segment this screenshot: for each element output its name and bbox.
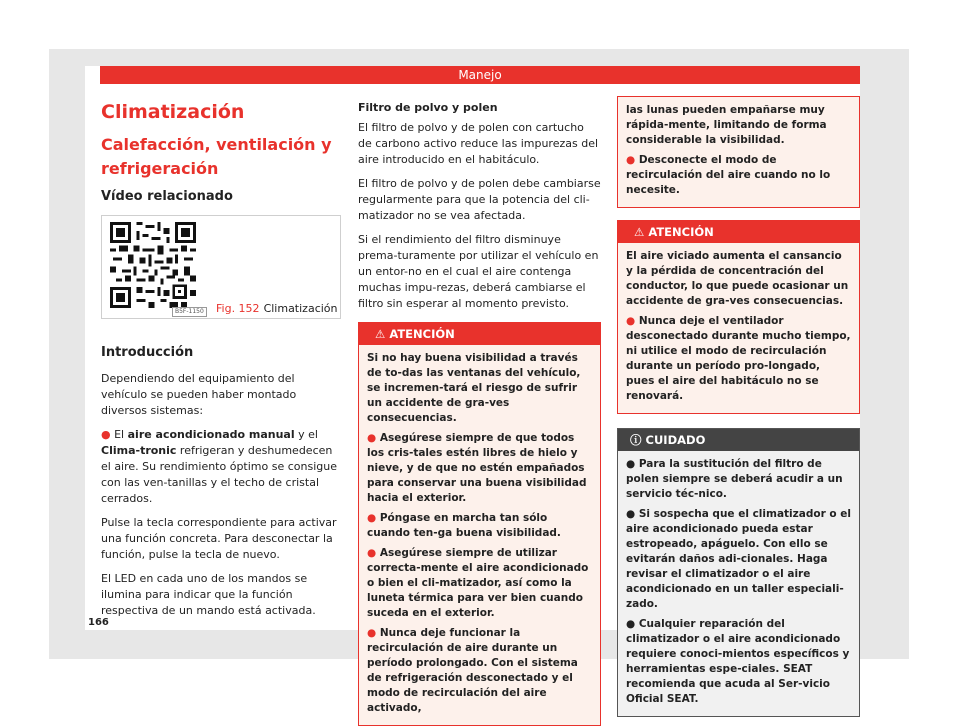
column-3	[617, 100, 860, 717]
warning-item	[626, 314, 851, 404]
care-item	[626, 457, 851, 502]
warning-item-text: Asegúrese siempre de utilizar correcta-mente el aire acondicionado o bien el cli-matizador, así como la luneta térmica para ver bien cuando suceda en el exterior.	[367, 547, 589, 619]
section-header: Manejo	[100, 66, 860, 84]
bullet-icon: ●	[626, 315, 639, 327]
page-title: Climatización	[101, 101, 245, 123]
warning-continuation-item	[626, 153, 851, 198]
care-title: CUIDADO	[645, 433, 706, 447]
intro-paragraph-3: El LED en cada uno de los mandos se ilumina para indicar que la función respectiva de un mando está activada.	[101, 572, 316, 617]
warning-title: ATENCIÓN	[389, 327, 455, 341]
filter-paragraph-3: Si el rendimiento del filtro disminuye prema-turamente por utilizar el vehículo en un entor-no en el cual el aire contenga muchas impu-rezas, deberá cambiarse el filtro sin esperar al momento previsto.	[358, 233, 599, 310]
bullet-icon: ●	[367, 432, 380, 444]
care-item-text: Para la sustitución del filtro de polen siempre se deberá acudir a un servicio téc-nico.	[626, 458, 843, 500]
warning-item-text: Asegúrese siempre de que todos los cris-tales estén libres de hielo y nieve, y de que no estén empañados para conservar una buena visibilidad hacia el exterior.	[367, 432, 587, 504]
warning-continuation-item-text: Desconecte el modo de recirculación del aire cuando no lo necesite.	[626, 154, 831, 196]
warning-continuation-text: las lunas pueden empañarse muy rápida-mente, limitando de forma considerable la visibilidad.	[626, 104, 827, 146]
page-number: 166	[88, 617, 109, 628]
bullet-icon: ●	[367, 547, 380, 559]
care-item-text: Si sospecha que el climatizador o el aire acondicionado pueda estar estropeado, apáguelo. Con ello se evitarán daños adi-cionales. Haga revisar el climatizador o el aire acondicionado en un taller especiali-zado.	[626, 508, 851, 610]
warning-body	[359, 345, 600, 725]
filter-heading: Filtro de polvo y polen	[358, 101, 498, 114]
warning-header-2	[618, 221, 859, 243]
figure-box	[101, 215, 341, 319]
qr-code-icon[interactable]	[110, 222, 196, 308]
figure-caption-text: Climatización	[263, 302, 338, 315]
column-1	[101, 100, 341, 627]
intro-bullet-bold-2: Clima-tronic	[101, 444, 177, 457]
intro-bullet-post: refrigeran y deshumedecen el aire. Su rendimiento óptimo se consigue con las ven-tanillas y el techo de cristal cerrados.	[101, 444, 337, 505]
care-body	[618, 451, 859, 716]
filter-paragraph-1: El filtro de polvo y de polen con cartucho de carbono activo reduce las impurezas del aire introducido en el habitáculo.	[358, 121, 599, 166]
warning-intro-2: El aire viciado aumenta el cansancio y la pérdida de concentración del conductor, lo que puede ocasionar un accidente de gra-ves consecuencias.	[626, 250, 849, 307]
column-2	[358, 100, 601, 726]
warning-box-2	[617, 220, 860, 414]
bullet-icon: ●	[626, 458, 639, 470]
warning-title-2: ATENCIÓN	[648, 225, 714, 239]
warning-item-text: Póngase en marcha tan sólo cuando ten-ga buena visibilidad.	[367, 512, 561, 539]
bullet-icon: ●	[367, 627, 380, 639]
intro-bullet-bold-1: aire acondicionado manual	[127, 428, 295, 441]
warning-item	[367, 511, 592, 541]
care-item	[626, 507, 851, 612]
warning-box	[358, 322, 601, 726]
warning-header	[359, 323, 600, 345]
warning-item	[367, 626, 592, 716]
filter-paragraph-2: El filtro de polvo y de polen debe cambiarse regularmente para que la potencia del cli-matizador no se vea afectada.	[358, 177, 601, 222]
intro-bullet-mid: y el	[294, 428, 318, 441]
intro-heading: Introducción	[101, 345, 194, 360]
care-item-text: Cualquier reparación del climatizador o el aire acondicionado requiere conoci-mientos específicos y herramientas espe-ciales. SEAT recomienda que acuda al Ser-vicio Oficial SEAT.	[626, 618, 850, 705]
info-circle-icon: ⓘ	[630, 433, 646, 447]
bullet-icon: ●	[101, 428, 115, 441]
bullet-icon: ●	[367, 512, 380, 524]
bullet-icon: ●	[626, 154, 639, 166]
bullet-icon: ●	[626, 618, 639, 630]
warning-item-text: Nunca deje el ventilador desconectado durante mucho tiempo, ni utilice el modo de recirculación durante un período pro-longado, pues el aire del habitáculo no se renovará.	[626, 315, 851, 402]
intro-bullet	[101, 427, 341, 507]
intro-paragraph-2: Pulse la tecla correspondiente para activar una función concreta. Para desconectar la función, pulse la tecla de nuevo.	[101, 516, 337, 561]
warning-item	[367, 431, 592, 506]
warning-continuation-body	[618, 97, 859, 207]
figure-code: B5F-1150	[172, 307, 207, 317]
bullet-icon: ●	[626, 508, 639, 520]
figure-number: Fig. 152	[216, 302, 260, 315]
warning-continuation-box	[617, 96, 860, 208]
warning-triangle-icon: ⚠	[634, 225, 649, 239]
care-header	[618, 429, 859, 451]
warning-item-text: Nunca deje funcionar la recirculación de aire durante un período prolongado. Con el sistema de refrigeración desconectado y el modo de recirculación del aire activado,	[367, 627, 578, 714]
intro-bullet-pre: El	[114, 428, 128, 441]
intro-paragraph-1: Dependiendo del equipamiento del vehículo se pueden haber montado diversos sistemas:	[101, 372, 297, 417]
video-heading: Vídeo relacionado	[101, 189, 233, 204]
care-box	[617, 428, 860, 717]
warning-intro: Si no hay buena visibilidad a través de to-das las ventanas del vehículo, se incremen-tará el riesgo de sufrir un accidente de gra-ves consecuencias.	[367, 352, 581, 424]
page-subtitle: Calefacción, ventilación y refrigeración	[101, 135, 332, 178]
warning-body-2	[618, 243, 859, 413]
care-item	[626, 617, 851, 707]
warning-triangle-icon: ⚠	[375, 327, 390, 341]
warning-item	[367, 546, 592, 621]
figure-caption	[216, 301, 338, 317]
